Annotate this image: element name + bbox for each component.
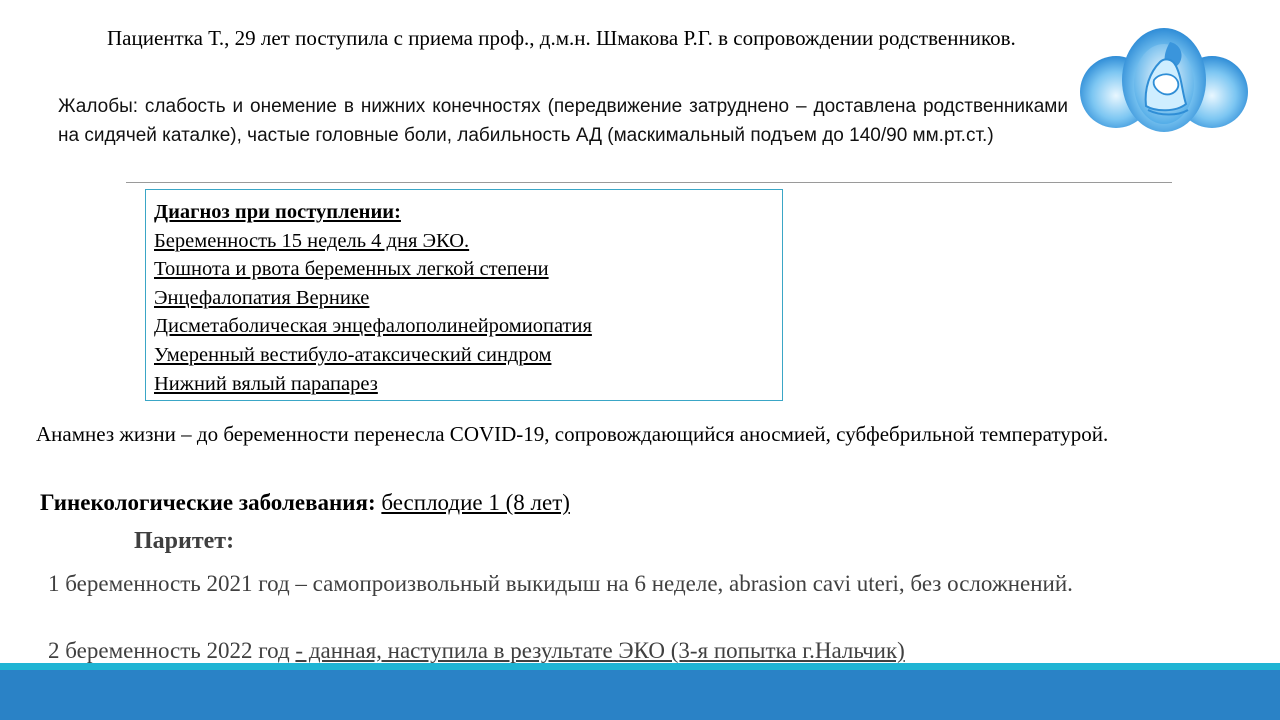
gynecology-value: бесплодие 1 (8 лет)	[381, 490, 570, 515]
divider-line	[126, 182, 1172, 183]
diagnosis-item: Нижний вялый парапарез	[154, 372, 378, 395]
pregnancy-2-value: - данная, наступила в результате ЭКО (3-я попытка г.Нальчик)	[295, 638, 905, 663]
pregnancy-2-prefix: 2 беременность 2022 год	[48, 638, 296, 663]
diagnosis-item: Беременность 15 недель 4 дня ЭКО.	[154, 229, 470, 252]
footer-band	[0, 670, 1280, 720]
life-anamnesis: Анамнез жизни – до беременности перенесла COVID-19, сопровождающийся аносмией, субфебрильной температурой.	[36, 422, 1109, 446]
diagnosis-box	[145, 189, 783, 401]
pregnancy-2	[48, 636, 905, 665]
complaints-text: Жалобы: слабость и онемение в нижних конечностях (передвижение затруднено – доставлена родственниками на сидячей каталке), частые головные боли, лабильность АД (маскимальный подъем до 140/90 мм.рт.ст.)	[58, 96, 1068, 146]
patient-intro: Пациентка Т., 29 лет поступила с приема проф., д.м.н. Шмакова Р.Г. в сопровождении родственников.	[107, 26, 1016, 50]
parity-title: Паритет:	[134, 528, 235, 554]
diagnosis-item: Тошнота и рвота беременных легкой степени	[154, 258, 549, 281]
diagnosis-item: Умеренный вестибуло-атаксический синдром	[154, 343, 552, 366]
diagnosis-item: Энцефалопатия Вернике	[154, 286, 370, 309]
mother-and-child-logo-icon	[1078, 22, 1250, 138]
gynecology-line	[40, 487, 570, 519]
diagnosis-title: Диагноз при поступлении:	[154, 201, 401, 223]
pregnancy-1: 1 беременность 2021 год – самопроизвольный выкидыш на 6 неделе, abrasion cavi uteri, без осложнений.	[48, 571, 1073, 596]
diagnosis-item: Дисметаболическая энцефалополинейромиопатия	[154, 315, 592, 338]
footer-accent-strip	[0, 663, 1280, 670]
gynecology-label: Гинекологические заболевания:	[40, 490, 376, 515]
